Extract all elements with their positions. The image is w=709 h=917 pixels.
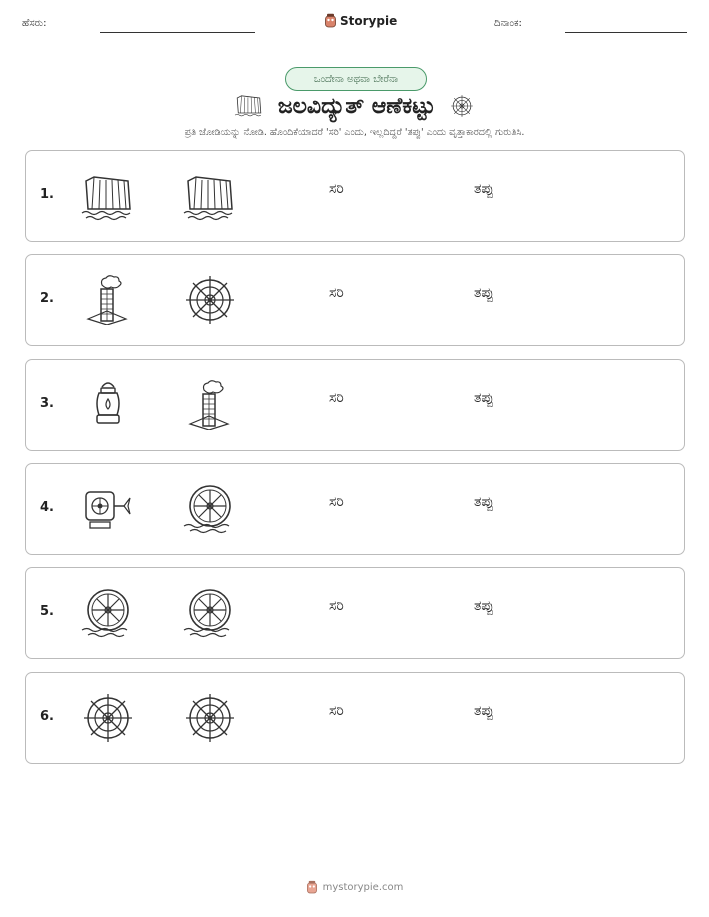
question-row [25, 150, 685, 242]
question-row [25, 254, 685, 346]
generator-icon [80, 484, 136, 534]
question-number: 5. [40, 604, 54, 620]
dam-icon [182, 171, 238, 221]
brand-logo [324, 13, 397, 28]
option-wrong[interactable]: ತಪ್ಪು [474, 493, 494, 510]
question-number: 4. [40, 499, 54, 515]
turbine-icon [182, 693, 238, 743]
mascot-icon [324, 13, 337, 28]
date-field[interactable] [565, 32, 687, 33]
name-label: ಹೆಸರು: [22, 18, 47, 29]
activity-badge: ಒಂದೇನಾ ಅಥವಾ ಬೇರೆನಾ [285, 67, 427, 91]
waterwheel-icon [80, 588, 136, 638]
name-field[interactable] [100, 32, 255, 33]
mascot-icon [306, 880, 318, 894]
option-wrong[interactable]: ತಪ್ಪು [474, 285, 494, 302]
option-wrong[interactable]: ತಪ್ಪು [474, 389, 494, 406]
page-title: ಜಲವಿದ್ಯುತ್ ಆಣೆಕಟ್ಟು [277, 93, 436, 119]
date-label: ದಿನಾಂಕ: [494, 18, 522, 29]
lantern-icon [80, 380, 136, 430]
turbine-icon [80, 693, 136, 743]
option-correct[interactable]: ಸರಿ [329, 181, 344, 197]
option-correct[interactable]: ಸರಿ [329, 702, 344, 719]
question-row [25, 359, 685, 451]
footer-url[interactable]: mystorypie.com [322, 881, 404, 893]
option-wrong[interactable]: ತಪ್ಪು [474, 702, 494, 719]
question-number: 1. [40, 187, 54, 202]
option-correct[interactable]: ಸರಿ [329, 389, 344, 406]
brand-name: Storypie [340, 13, 398, 28]
question-number: 3. [40, 395, 54, 411]
title-row [0, 90, 709, 122]
option-correct[interactable]: ಸರಿ [329, 598, 344, 615]
question-row [25, 463, 685, 555]
question-row [25, 672, 685, 764]
option-correct[interactable]: ಸರಿ [329, 493, 344, 510]
instructions: ಪ್ರತಿ ಜೋಡಿಯನ್ನು ನೋಡಿ. ಹೊಂದಿಕೆಯಾದರೆ 'ಸರಿ' ಎಂದು, ಇಲ್ಲದಿದ್ದರೆ 'ತಪ್ಪು' ಎಂದು ವೃತ್ತಾಕಾರದಲ್ಲಿ ಗುರುತಿಸಿ. [184, 127, 525, 138]
waterwheel-icon [182, 484, 238, 534]
option-wrong[interactable]: ತಪ್ಪು [474, 598, 494, 615]
option-correct[interactable]: ಸರಿ [329, 285, 344, 302]
dam-icon [234, 92, 264, 120]
question-row [25, 567, 685, 659]
dam-icon [80, 171, 136, 221]
question-number: 6. [40, 708, 54, 724]
footer [0, 880, 709, 894]
option-wrong[interactable]: ತಪ್ಪು [474, 181, 494, 197]
turbine-icon [449, 93, 475, 119]
chimney-icon [182, 380, 238, 430]
waterwheel-icon [182, 588, 238, 638]
question-number: 2. [40, 291, 54, 307]
turbine-icon [182, 275, 238, 325]
chimney-icon [80, 275, 136, 325]
